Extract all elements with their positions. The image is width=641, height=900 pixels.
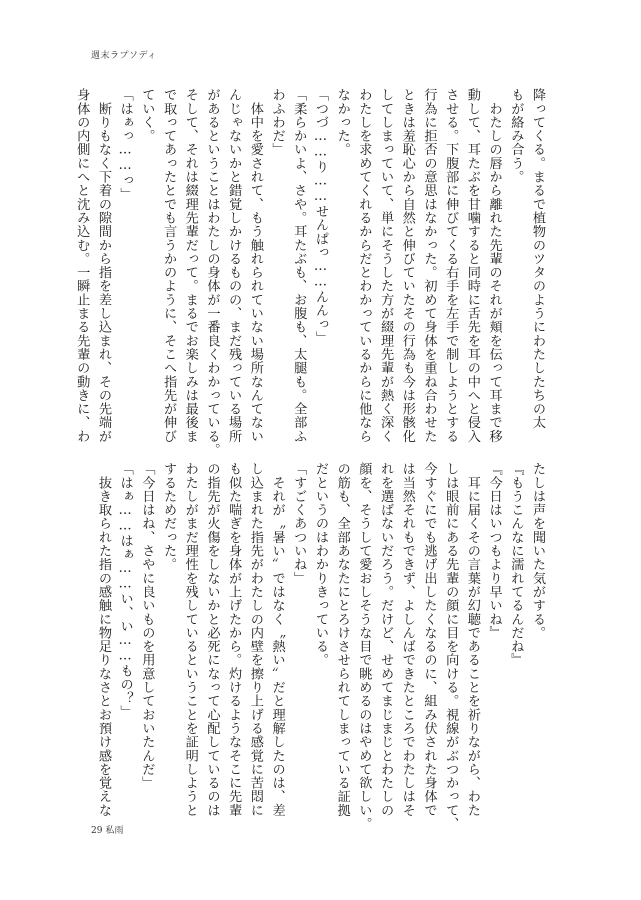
text-line: があるということはわたしの身体が一番良くわかっている。 (204, 88, 220, 457)
text-line: だというのはわかりきっている。 (312, 462, 328, 667)
text-line: で取ってあったとでも言うかのように、そこへ指先が伸び (161, 88, 177, 443)
text-line: 「すごくあついね」 (291, 462, 307, 585)
text-line: も似た喘ぎを身体が上げたから。灼けるようなそこに先輩 (226, 462, 242, 817)
text-line: 体中を愛されて、もう触れられていない場所なんてない (247, 88, 263, 443)
upper-text-block (74, 88, 548, 457)
page-footer (91, 823, 123, 836)
text-line: わふわだ」 (269, 88, 285, 157)
text-line: 今すぐにでも逃げ出したくなるのに、組み伏された身体で (421, 462, 437, 817)
text-line: わたしがまだ理性を残しているということを証明しようと (182, 462, 198, 817)
text-line: もが絡み合う。 (508, 88, 524, 184)
text-line: わたしの唇から離れた先輩のそれが頬を伝って耳まで移 (486, 88, 502, 443)
text-line: 『今日はいつもより早いね』 (486, 462, 502, 640)
text-line: んじゃないかと錯覚しかけるものの、まだ残っている場所 (226, 88, 242, 443)
text-line: ときは羞恥心から自然と伸びていたその行為も今は形骸化 (399, 88, 415, 443)
text-line: 行為に拒否の意思はなかった。初めて身体を重ね合わせた (421, 88, 437, 443)
text-line: させる。下腹部に伸びてくる右手を左手で制しようとする (443, 88, 459, 443)
text-line: してしまっていて、単にそうした方が綴理先輩が熱く深く (378, 88, 394, 443)
text-line: 「はぁ……はぁ……い、い……もの？」 (117, 462, 133, 719)
text-line: は当然それもできず、よしんばできたところでわたしはそ (399, 462, 415, 817)
text-line: たしは声を聞いた気がする。 (530, 462, 545, 640)
text-line: わたしを求めてくれるからだとわかっているからに他なら (356, 88, 372, 443)
text-line: ていく。 (139, 88, 155, 143)
text-line: 顔を、そうして愛おしそうな目で眺めるのはやめて欲しい。 (356, 462, 372, 831)
text-line: 断りもなく下着の隙間から指を差し込まれ、その先端が (95, 88, 111, 443)
text-line: それが〝暑い〟ではなく〝熱い〟だと理解したのは、差 (269, 462, 285, 817)
text-line: 『もうこんなに濡れてるんだね』 (508, 462, 524, 667)
text-line: れを選ばないだろう。だけど、せめてまじまじとわたしの (378, 462, 394, 817)
text-line: するためだった。 (161, 462, 177, 572)
text-line: 身体の内側にへと沈み込む。一瞬止まる先輩の動きに、わ (74, 88, 90, 443)
text-line: なかった。 (334, 88, 350, 157)
text-line: 降ってくる。まるで植物のツタのようにわたしたちの太 (530, 88, 545, 430)
text-line: 「柔らかいよ、さや。耳たぶも、お腹も、太腿も。全部ふ (291, 88, 307, 443)
text-line: の指先が火傷をしないかと必死になって心配しているのは (204, 462, 220, 817)
page-number: 29 (91, 826, 103, 836)
text-line: 動して、耳たぶを甘噛すると同時に舌先を耳の中へと侵入 (464, 88, 480, 443)
text-line: 「はぁっ……っ」 (117, 88, 133, 201)
running-title: 週末ラプソディ (91, 51, 157, 61)
text-line: そして、それは綴理先輩だって。まるでお楽しみは最後ま (182, 88, 198, 443)
text-line: 「今日はね、さやに良いものを用意しておいたんだ」 (139, 462, 155, 790)
text-line: し込まれた指先がわたしの内壁を擦り上げる感覚に苦悶に (247, 462, 263, 817)
text-line: 「つづ……り……せんぱっ……んんっ」 (312, 88, 328, 345)
text-line: 耳に届くその言葉が幻聴であることを祈りながら、わた (464, 462, 480, 817)
author-name: 私雨 (105, 826, 124, 836)
text-line: の筋も、全部あなたにとろけさせられてしまっている証拠 (334, 462, 350, 817)
text-line: 抜き取られた指の感触に物足りなさとお預け感を覚えな (95, 462, 111, 817)
text-line: しは眼前にある先輩の顔に目を向ける。視線がぶつかって、 (443, 462, 459, 831)
